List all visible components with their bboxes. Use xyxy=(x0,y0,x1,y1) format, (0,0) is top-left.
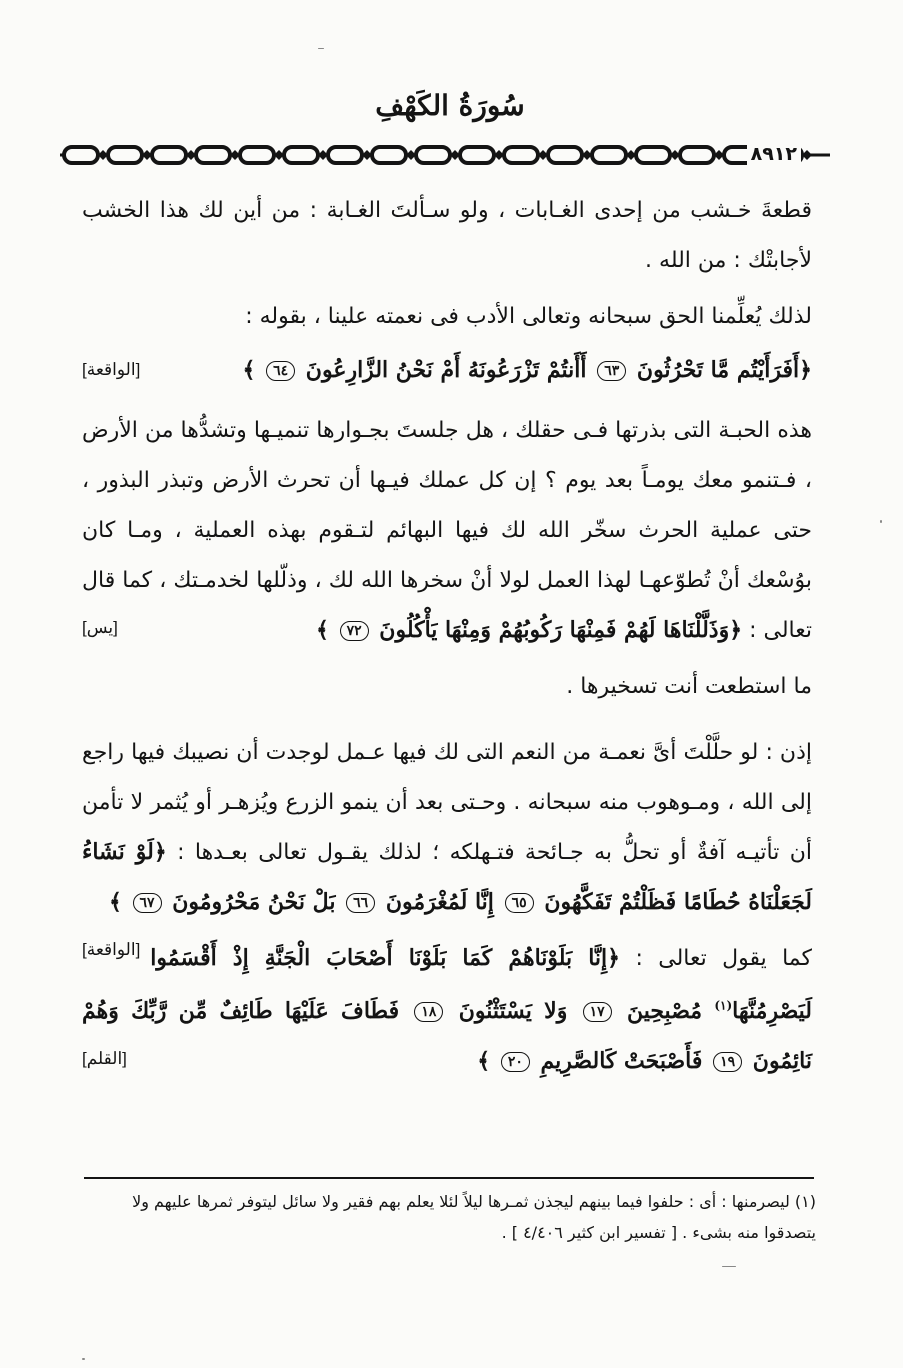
paragraph-3 xyxy=(82,406,812,656)
verse-close: ﴾ xyxy=(242,357,256,383)
paragraph-6 xyxy=(82,934,812,1087)
chain-link xyxy=(284,147,318,163)
chain-link xyxy=(108,147,142,163)
chain-link xyxy=(548,147,582,163)
chain-link xyxy=(592,147,626,163)
surah-reference: [يس] xyxy=(82,618,118,637)
quran-verse-yasin-72 xyxy=(82,617,743,643)
page-number: ٨٩١٢ xyxy=(747,140,801,168)
chain-link xyxy=(680,147,714,163)
scan-speck xyxy=(82,1358,85,1360)
chain-link xyxy=(328,147,362,163)
chain-link xyxy=(196,147,230,163)
surah-reference: [الواقعة] xyxy=(82,360,141,379)
ornamental-header-band xyxy=(60,142,830,168)
surah-reference: [الواقعة] xyxy=(82,940,141,959)
quran-verse-waqia-63-64 xyxy=(82,348,812,392)
surah-reference: [القلم] xyxy=(82,1049,127,1069)
verse-text: ﴿وَذَلَّلْنَاهَا لَهُمْ فَمِنْهَا رَكُوبُهُمْ وَمِنْهَا يَأْكُلُونَ xyxy=(379,617,743,643)
surah-title: سُورَةُ الكَهْفِ xyxy=(375,89,525,122)
paragraph-4: ما استطعت أنت تسخيرها . xyxy=(566,674,812,699)
verse-text: مُصْبِحِينَ xyxy=(626,998,703,1025)
chain-link xyxy=(64,147,98,163)
page-body xyxy=(82,186,812,1093)
chain-link xyxy=(416,147,450,163)
verse-text: ﴿إِنَّا بَلَوْنَاهُمْ كَمَا بَلَوْنَا أَصْحَابَ الْجَنَّةِ إِذْ أَقْسَمُوا لَيَصْرِمُنَّهَا xyxy=(150,945,812,1025)
chain-link xyxy=(372,147,406,163)
chain-link xyxy=(240,147,274,163)
verse-close: ﴾ xyxy=(108,889,122,915)
verse-text: فَطَافَ عَلَيْهَا طَائِفٌ مِّن رَّبِّكَ وَهُمْ نَائِمُونَ xyxy=(82,998,812,1075)
verse-text: أَأَنتُمْ تَزْرَعُونَهُ أَمْ نَحْنُ الزَّارِعُونَ xyxy=(305,357,587,383)
ayah-number: ٦٥ xyxy=(505,893,534,913)
ayah-number: ٧٢ xyxy=(340,621,369,641)
chain-link xyxy=(504,147,538,163)
paragraph-3-text: هذه الحبـة التى بذرتها فـى حقلك ، هل جلستَ بجـوارها تنميـها وتشدُّها من الأرض ، فـتنمو معك يومـاً بعد يوم ؟ إن كل عملك فيـها أن تحرث الأرض وتبذر البذور ، حتى عملية الحرث سخّر الله لك فيها البهائم لتـقوم بهذه العملية ، ومـا كان بوُسْعك أنْ تُطوّعهـا لهذا العمل لولا أنْ سخرها الله لك ، وذلّلها لخدمـتك ، كما قال تعالى : xyxy=(82,418,812,643)
ayah-number: ١٧ xyxy=(583,1002,612,1022)
verse-text: وَلا يَسْتَثْنُونَ xyxy=(458,998,568,1025)
footnote: (١) ليصرمنها : أى : حلفوا فيما بينهم ليجذن ثمـرها ليلاً لئلا يعلم بهم فقير ولا سائل ليتوفر ثمرها عليهم ولا يتصدقوا منه بشىء . [ تفسير ابن كثير ٤/٤٠٦ ] . xyxy=(132,1192,816,1242)
verse-text: ﴿أَفَرَأَيْتُم مَّا تَحْرُثُونَ xyxy=(636,357,812,383)
chain-link xyxy=(152,147,186,163)
verse-text: إِنَّا لَمُغْرَمُونَ xyxy=(385,889,494,915)
chain-diamond xyxy=(802,150,812,160)
scan-speck xyxy=(318,48,324,49)
verse-close: ﴾ xyxy=(316,617,329,643)
paragraph-5-text: إذن : لو حلَّلْتَ أىَّ نعمـة من النعم التى لك فيها عـمل لوجدت أن نصيبك فيها راجع إلى الله ، ومـوهوب منه سبحانه . وحـتى بعد أن ينمو الزرع ويُزهـر أو يُثمر لا تأمن أن تأتيـه آفةٌ أو تحلُّ به جـائحة فتـهلكه ؛ لذلك يقـول تعالى بعـدها : xyxy=(82,740,812,865)
ayah-number: ١٩ xyxy=(713,1052,742,1072)
ayah-number: ٢٠ xyxy=(501,1052,530,1072)
chain-link xyxy=(460,147,494,163)
ayah-number: ٦٤ xyxy=(266,361,295,381)
ayah-number: ١٨ xyxy=(414,1002,443,1022)
footnote-marker: (١) xyxy=(714,999,733,1013)
paragraph-1: قطعةَ خـشب من إحدى الغـابات ، ولو سـألتَ الغـابة : من أين لك هذا الخشب لأجابتْك : من الله . xyxy=(82,198,812,273)
chain-link xyxy=(636,147,670,163)
verse-text: بَلْ نَحْنُ مَحْرُومُونَ xyxy=(172,889,336,915)
chain-ornament xyxy=(60,142,830,168)
footnote-divider xyxy=(84,1177,814,1179)
scan-speck xyxy=(722,1266,736,1267)
verse-close: ﴾ xyxy=(477,1048,491,1075)
paragraph-2: لذلك يُعلِّمنا الحق سبحانه وتعالى الأدب فى نعمته علينا ، بقوله : xyxy=(245,304,812,329)
verse-text: فَأَصْبَحَتْ كَالصَّرِيمِ xyxy=(540,1048,703,1075)
ayah-number: ٦٧ xyxy=(133,893,162,913)
ayah-number: ٦٣ xyxy=(597,361,626,381)
ayah-number: ٦٦ xyxy=(346,893,375,913)
paragraph-6-text: كما يقول تعالى : xyxy=(635,946,813,971)
scan-speck xyxy=(880,520,882,523)
verse-text: ﴿لَوْ نَشَاءُ لَجَعَلْنَاهُ حُطَامًا فَظَلْتُمْ تَفَكَّهُونَ xyxy=(82,839,812,915)
